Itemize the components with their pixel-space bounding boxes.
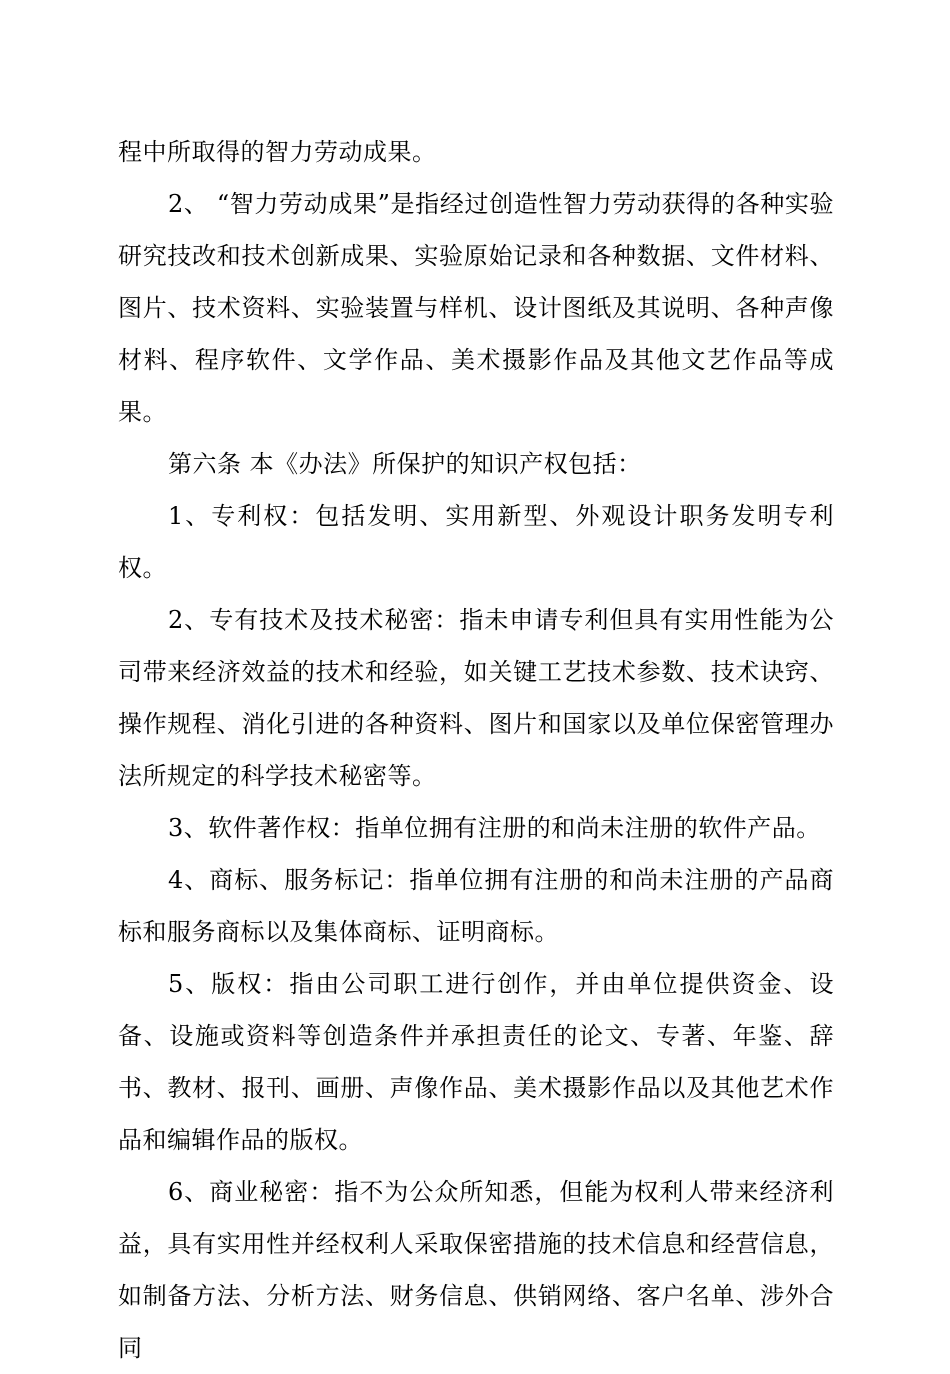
document-body xyxy=(118,126,834,1374)
list-item-trade-secret: 6、商业秘密：指不为公众所知悉，但能为权利人带来经济利益，具有实用性并经权利人采取保密措施的技术信息和经营信息，如制备方法、分析方法、财务信息、供销网络、客户名单、涉外合同 xyxy=(118,1178,834,1362)
article-six-heading: 第六条 本《办法》所保护的知识产权包括： xyxy=(168,450,642,478)
list-item-software-copyright: 3、软件著作权：指单位拥有注册的和尚未注册的软件产品。 xyxy=(168,814,821,842)
list-item-patent: 1、专利权：包括发明、实用新型、外观设计职务发明专利权。 xyxy=(118,502,834,582)
list-item-know-how: 2、专有技术及技术秘密：指未申请专利但具有实用性能为公司带来经济效益的技术和经验，如关键工艺技术参数、技术诀窍、操作规程、消化引进的各种资料、图片和国家以及单位保密管理办法所规定的科学技术秘密等。 xyxy=(118,606,834,790)
paragraph-continuation: 程中所取得的智力劳动成果。 xyxy=(118,138,437,166)
paragraph-intellectual-results: 2、 “智力劳动成果”是指经过创造性智力劳动获得的各种实验研究技改和技术创新成果、实验原始记录和各种数据、文件材料、图片、技术资料、实验装置与样机、设计图纸及其说明、各种声像材料、程序软件、文学作品、美术摄影作品及其他文艺作品等成果。 xyxy=(118,190,834,426)
list-item-trademark: 4、商标、服务标记：指单位拥有注册的和尚未注册的产品商标和服务商标以及集体商标、证明商标。 xyxy=(118,866,834,946)
list-item-copyright: 5、版权：指由公司职工进行创作，并由单位提供资金、设备、设施或资料等创造条件并承担责任的论文、专著、年鉴、辞书、教材、报刊、画册、声像作品、美术摄影作品以及其他艺术作品和编辑作品的版权。 xyxy=(118,970,834,1154)
